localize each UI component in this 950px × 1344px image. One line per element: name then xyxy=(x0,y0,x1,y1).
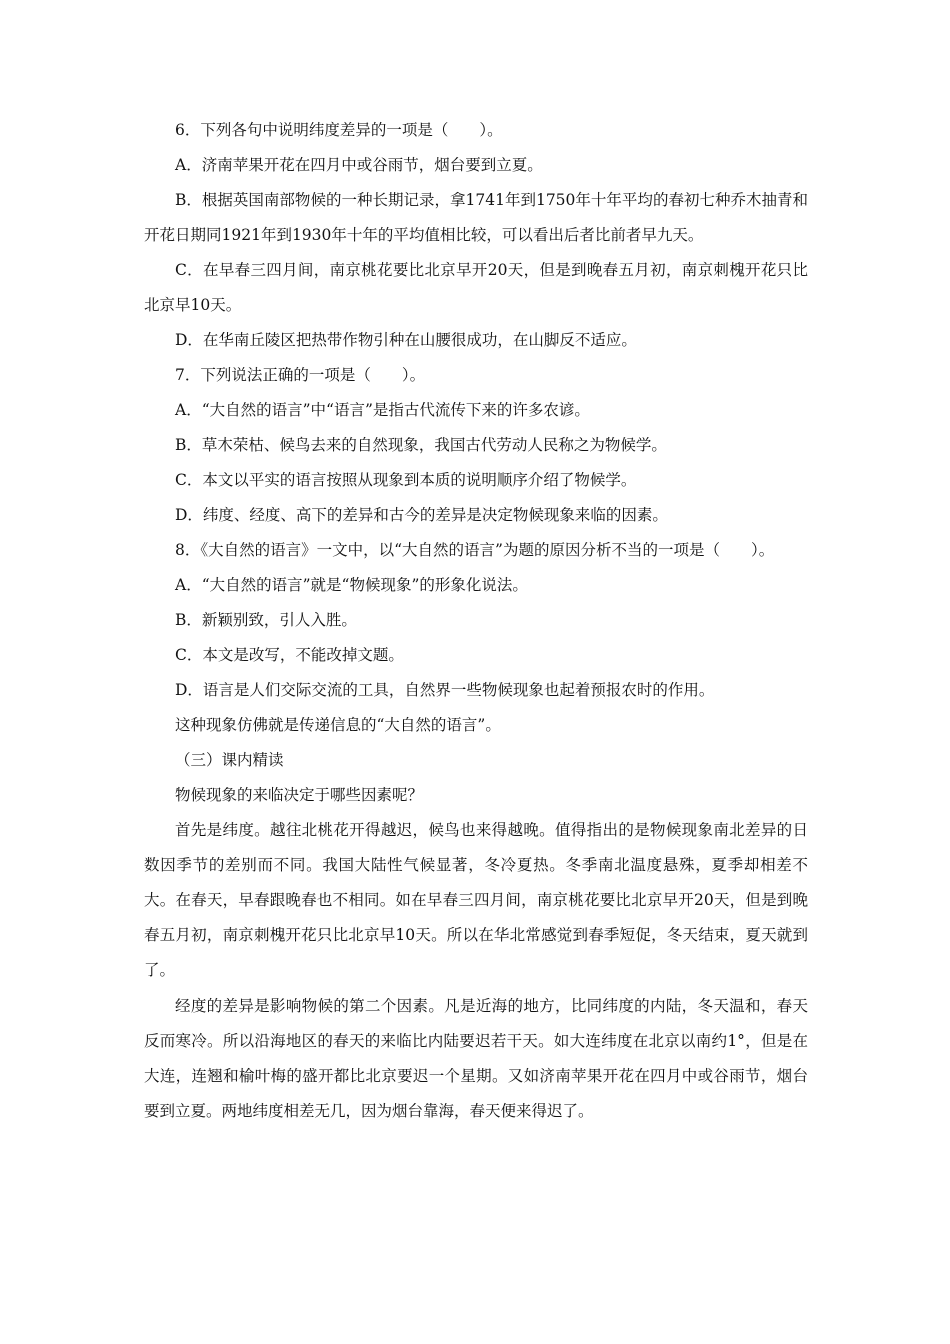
question-6-stem: 6．下列各句中说明纬度差异的一项是（ ）。 xyxy=(175,121,503,139)
question-8-option-d-continued: 这种现象仿佛就是传递信息的“大自然的语言”。 xyxy=(175,716,501,734)
question-6-option-c: C．在早春三四月间，南京桃花要比北京早开20天，但是到晚春五月初，南京刺槐开花只比北京早10天。 xyxy=(144,261,808,314)
question-7-stem: 7．下列说法正确的一项是（ ）。 xyxy=(175,366,426,384)
question-7-option-b: B．草木荣枯、候鸟去来的自然现象，我国古代劳动人民称之为物候学。 xyxy=(175,436,667,454)
reading-paragraph-1: 首先是纬度。越往北桃花开得越迟，候鸟也来得越晚。值得指出的是物候现象南北差异的日数因季节的差别而不同。我国大陆性气候显著，冬冷夏热。冬季南北温度悬殊，夏季却相差不大。在春天，早春跟晚春也不相同。如在早春三四月间，南京桃花要比北京早开20天，但是到晚春五月初，南京刺槐开花只比北京早10天。所以在华北常感觉到春季短促，冬天结束，夏天就到了。 xyxy=(144,821,808,979)
question-8-option-a: A．“大自然的语言”就是“物候现象”的形象化说法。 xyxy=(175,576,528,594)
question-8-option-d: D．语言是人们交际交流的工具，自然界一些物候现象也起着预报农时的作用。 xyxy=(175,681,715,699)
reading-question: 物候现象的来临决定于哪些因素呢？ xyxy=(175,786,424,804)
question-6-option-d: D．在华南丘陵区把热带作物引种在山腰很成功，在山脚反不适应。 xyxy=(175,331,637,349)
question-7-option-c: C．本文以平实的语言按照从现象到本质的说明顺序介绍了物候学。 xyxy=(175,471,637,489)
question-8-option-c: C．本文是改写，不能改掉文题。 xyxy=(175,646,404,664)
question-7-option-a: A．“大自然的语言”中“语言”是指古代流传下来的许多农谚。 xyxy=(175,401,590,419)
question-6-option-a: A．济南苹果开花在四月中或谷雨节，烟台要到立夏。 xyxy=(175,156,543,174)
question-8-option-b: B．新颖别致，引人入胜。 xyxy=(175,611,357,629)
question-6-option-b: B．根据英国南部物候的一种长期记录，拿1741年到1750年十年平均的春初七种乔木抽青和开花日期同1921年到1930年十年的平均值相比较，可以看出后者比前者早九天。 xyxy=(144,191,808,244)
reading-paragraph-2: 经度的差异是影响物候的第二个因素。凡是近海的地方，比同纬度的内陆，冬天温和，春天反而寒冷。所以沿海地区的春天的来临比内陆要迟若干天。如大连纬度在北京以南约1°，但是在大连，连翘和榆叶梅的盛开都比北京要迟一个星期。又如济南苹果开花在四月中或谷雨节，烟台要到立夏。两地纬度相差无几，因为烟台靠海，春天便来得迟了。 xyxy=(144,997,808,1120)
question-8-stem: 8．《大自然的语言》一文中，以“大自然的语言”为题的原因分析不当的一项是（ ）。 xyxy=(175,541,775,559)
question-7-option-d: D．纬度、经度、高下的差异和古今的差异是决定物候现象来临的因素。 xyxy=(175,506,668,524)
document-page xyxy=(144,113,808,1129)
section-heading: （三）课内精读 xyxy=(175,751,284,769)
